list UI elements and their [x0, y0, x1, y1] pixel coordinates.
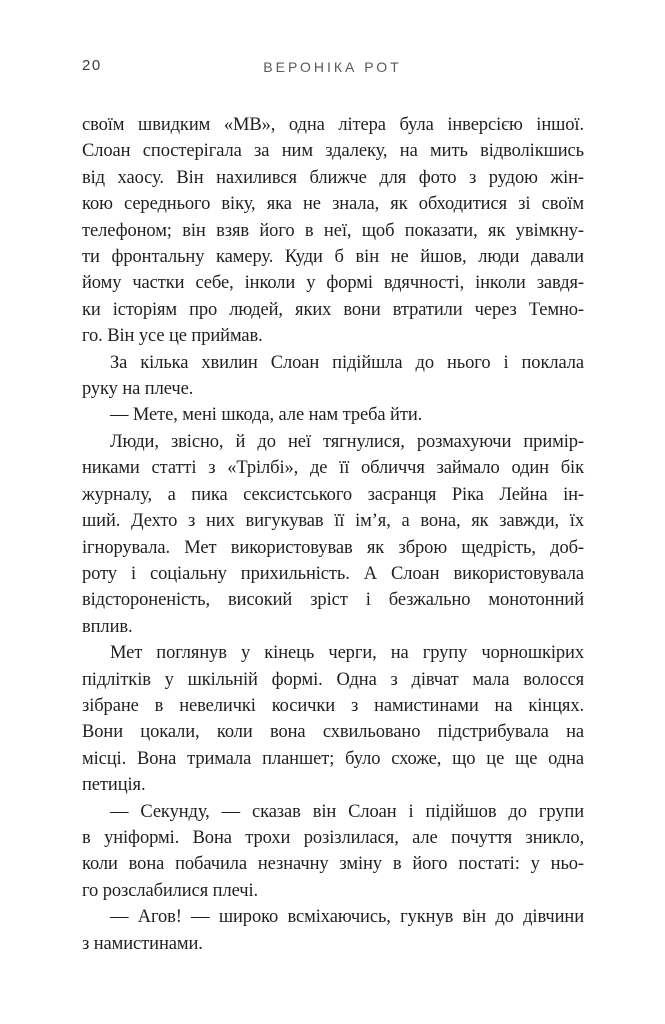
page-number: 20: [82, 57, 102, 74]
running-header-author: ВЕРОНІКА РОТ: [263, 59, 402, 75]
paragraph: [82, 112, 584, 350]
text-line: — Агов! — широко всміхаючись, гукнув він до дівчини: [110, 907, 584, 928]
paragraph: [82, 640, 584, 798]
paragraph: [82, 429, 584, 640]
text-line: зібране в невеличкі косички з намистинами на кінцях.: [82, 695, 584, 716]
text-line: никами статті з «Трілбі», де її обличчя займало один бік: [82, 458, 584, 479]
text-line: ти фронтальну камеру. Куди б він не йшов, люди давали: [82, 247, 584, 268]
text-line: За кілька хвилин Слоан підійшла до нього і поклала: [110, 352, 584, 373]
text-line: кою середнього віку, яка не знала, як обходитися зі своїм: [82, 194, 584, 215]
body-text: [82, 112, 584, 957]
text-line: Мет поглянув у кінець черги, на групу чорношкірих: [110, 643, 584, 664]
text-line: вплив.: [82, 616, 133, 637]
text-line: руку на плече.: [82, 379, 194, 400]
text-line: підлітків у шкільній формі. Одна з дівчат мала волосся: [82, 669, 584, 690]
text-line: Люди, звісно, й до неї тягнулися, розмахуючи примір-: [110, 431, 584, 452]
text-line: від хаосу. Він нахилився ближче для фото з рудою жін-: [82, 167, 584, 188]
text-line: — Секунду, — сказав він Слоан і підійшов до групи: [110, 801, 584, 822]
text-line: го розслабилися плечі.: [82, 880, 259, 901]
text-line: ігнорувала. Мет використовував як зброю щедрість, доб-: [82, 537, 584, 558]
text-line: з намистинами.: [82, 933, 203, 954]
text-line: роту і соціальну прихильність. А Слоан використовувала: [82, 563, 584, 584]
text-line: ки історіям про людей, яких вони втратили через Темно-: [82, 299, 584, 320]
text-line: ший. Дехто з них вигукував її ім’я, а вона, як завжди, їх: [82, 511, 584, 532]
text-line: відстороненість, високий зріст і безжально монотонний: [82, 590, 584, 611]
paragraph: [82, 350, 584, 403]
paragraph: [82, 402, 584, 428]
text-line: Вони цокали, коли вона схвильовано підстрибувала на: [82, 722, 584, 743]
text-line: своїм швидким «МВ», одна літера була інверсією іншої.: [82, 115, 584, 135]
text-line: коли вона побачила незначну зміну в його постаті: у ньо-: [82, 854, 584, 875]
text-line: в уніформі. Вона трохи розізлилася, але почуття зникло,: [82, 827, 584, 848]
text-line: петиція.: [82, 775, 146, 796]
text-line: місці. Вона тримала планшет; було схоже, що це ще одна: [82, 748, 584, 769]
paragraph: [82, 799, 584, 905]
text-line: го. Він усе це приймав.: [82, 326, 263, 347]
text-line: — Мете, мені шкода, але нам треба йти.: [110, 405, 423, 426]
text-line: журналу, а пика сексистського засранця Ріка Лейна ін-: [82, 484, 584, 505]
text-line: йому частки себе, інколи у формі вдячності, інколи завдя-: [82, 273, 584, 294]
text-line: телефоном; він взяв його в неї, щоб показати, як увімкну-: [82, 220, 584, 241]
paragraph: [82, 904, 584, 957]
text-line: Слоан спостерігала за ним здалеку, на мить відволікшись: [82, 141, 584, 162]
